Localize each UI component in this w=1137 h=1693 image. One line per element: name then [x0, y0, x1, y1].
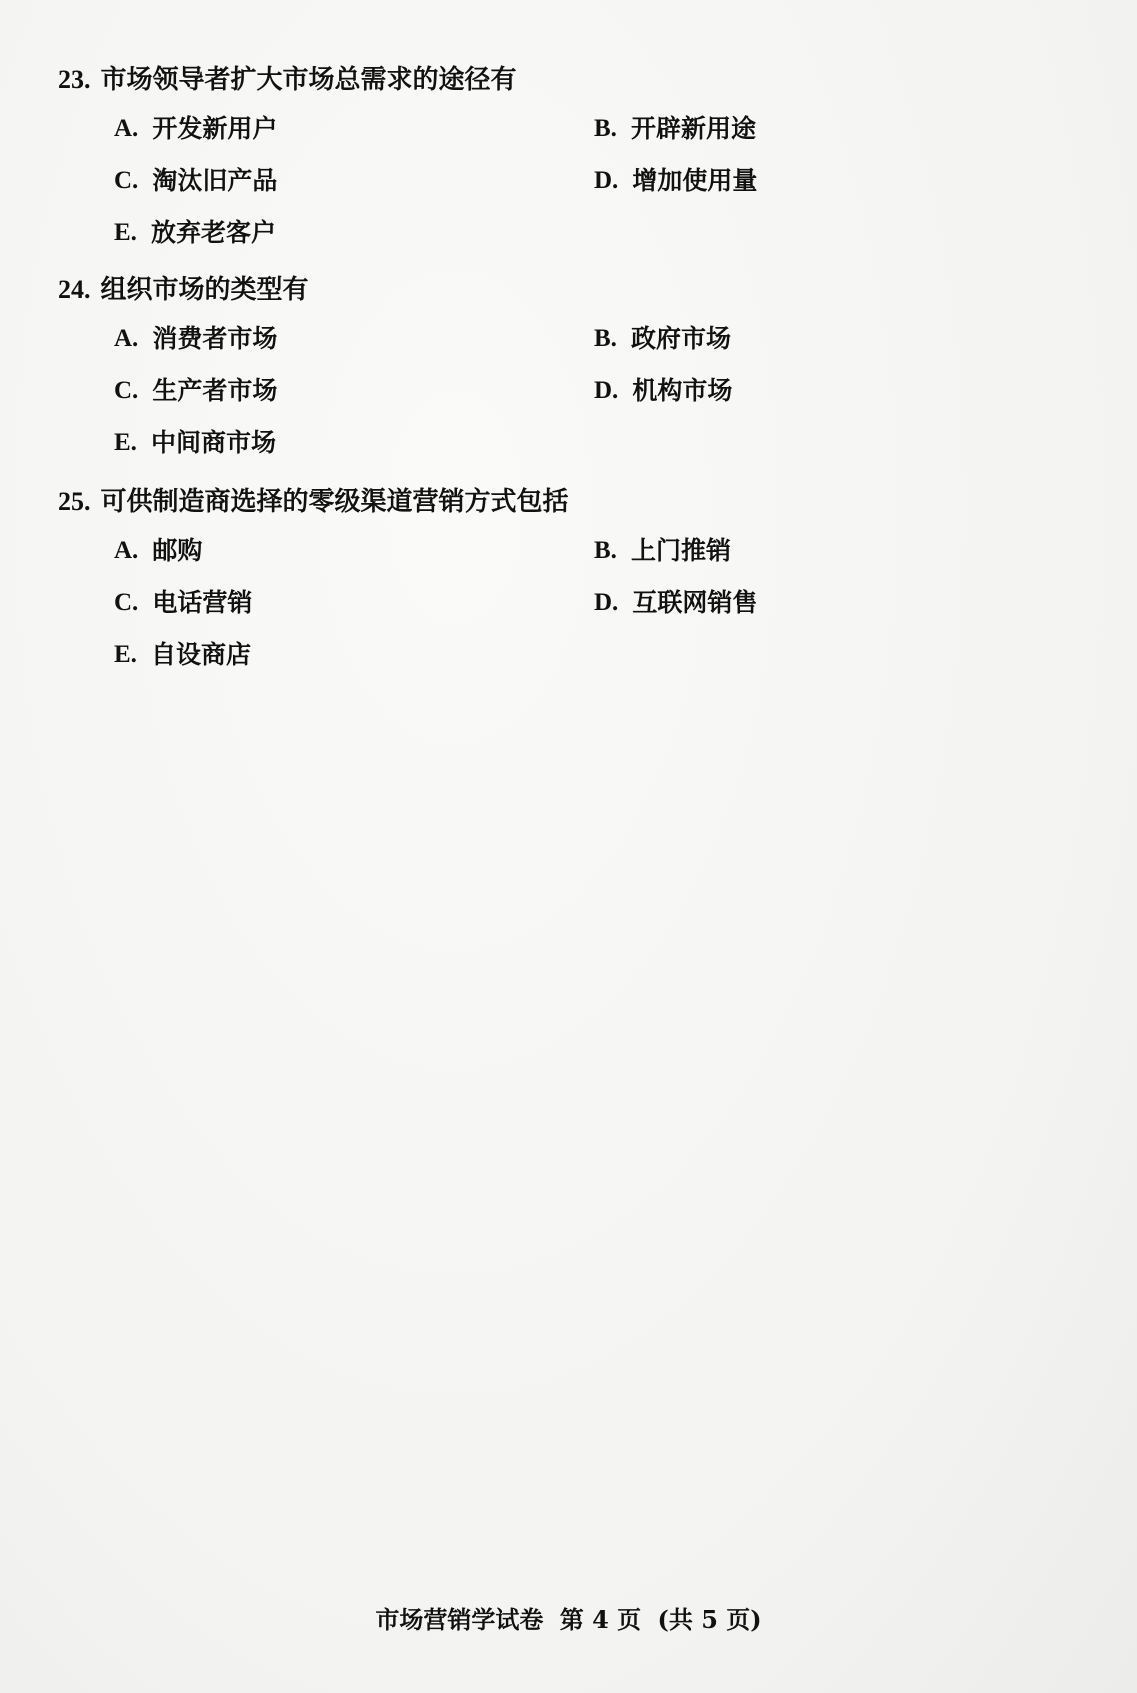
option-c [114, 586, 252, 620]
option-text: 生产者市场 [152, 376, 278, 405]
option-e [114, 216, 276, 250]
option-c [114, 164, 277, 198]
question-number: 25. [58, 487, 91, 516]
option-letter: A. [114, 115, 139, 142]
option-text: 互联网销售 [632, 588, 758, 617]
option-text: 电话营销 [152, 588, 253, 617]
option-letter: D. [594, 589, 619, 616]
option-letter: E. [114, 429, 137, 456]
option-d [594, 374, 732, 408]
question-number: 23. [58, 65, 91, 94]
question-23 [58, 62, 1058, 272]
question-title [58, 484, 1058, 520]
option-e [114, 638, 251, 672]
option-letter: B. [594, 115, 617, 142]
option-letter: D. [594, 167, 619, 194]
option-text: 自设商店 [150, 640, 251, 669]
option-c [114, 374, 277, 408]
option-e [114, 426, 276, 460]
option-letter: B. [594, 537, 617, 564]
question-text: 可供制造商选择的零级渠道营销方式包括 [100, 487, 569, 517]
option-letter: C. [114, 167, 139, 194]
option-text: 消费者市场 [152, 324, 278, 353]
option-letter: C. [114, 589, 139, 616]
option-text: 放弃老客户 [150, 218, 276, 247]
option-text: 中间商市场 [150, 428, 276, 457]
option-text: 开辟新用途 [630, 114, 756, 143]
option-text: 上门推销 [630, 536, 731, 565]
page-number: 第 4 页 [559, 1605, 642, 1634]
option-text: 机构市场 [632, 376, 733, 405]
option-letter: B. [594, 325, 617, 352]
option-b [594, 112, 756, 146]
option-text: 增加使用量 [632, 166, 758, 195]
option-a [114, 112, 277, 146]
option-a [114, 534, 202, 568]
exam-title: 市场营销学试卷 [375, 1605, 544, 1634]
option-text: 淘汰旧产品 [152, 166, 278, 195]
question-title [58, 272, 1058, 308]
question-25 [58, 484, 1058, 694]
option-letter: D. [594, 377, 619, 404]
option-list [114, 112, 1014, 272]
option-text: 政府市场 [630, 324, 731, 353]
question-text: 市场领导者扩大市场总需求的途径有 [100, 65, 517, 95]
option-b [594, 534, 731, 568]
option-d [594, 164, 757, 198]
page-footer [0, 1600, 1137, 1635]
option-text: 开发新用户 [152, 114, 278, 143]
option-text: 邮购 [152, 536, 203, 565]
option-letter: E. [114, 641, 137, 668]
question-number: 24. [58, 275, 91, 304]
question-24 [58, 272, 1058, 482]
option-list [114, 322, 1014, 482]
option-letter: A. [114, 537, 139, 564]
page-total: (共 5 页) [657, 1605, 762, 1634]
option-d [594, 586, 757, 620]
option-letter: E. [114, 219, 137, 246]
option-letter: C. [114, 377, 139, 404]
option-a [114, 322, 277, 356]
question-text: 组织市场的类型有 [100, 275, 309, 305]
option-list [114, 534, 1014, 694]
question-title [58, 62, 1058, 98]
option-letter: A. [114, 325, 139, 352]
option-b [594, 322, 731, 356]
